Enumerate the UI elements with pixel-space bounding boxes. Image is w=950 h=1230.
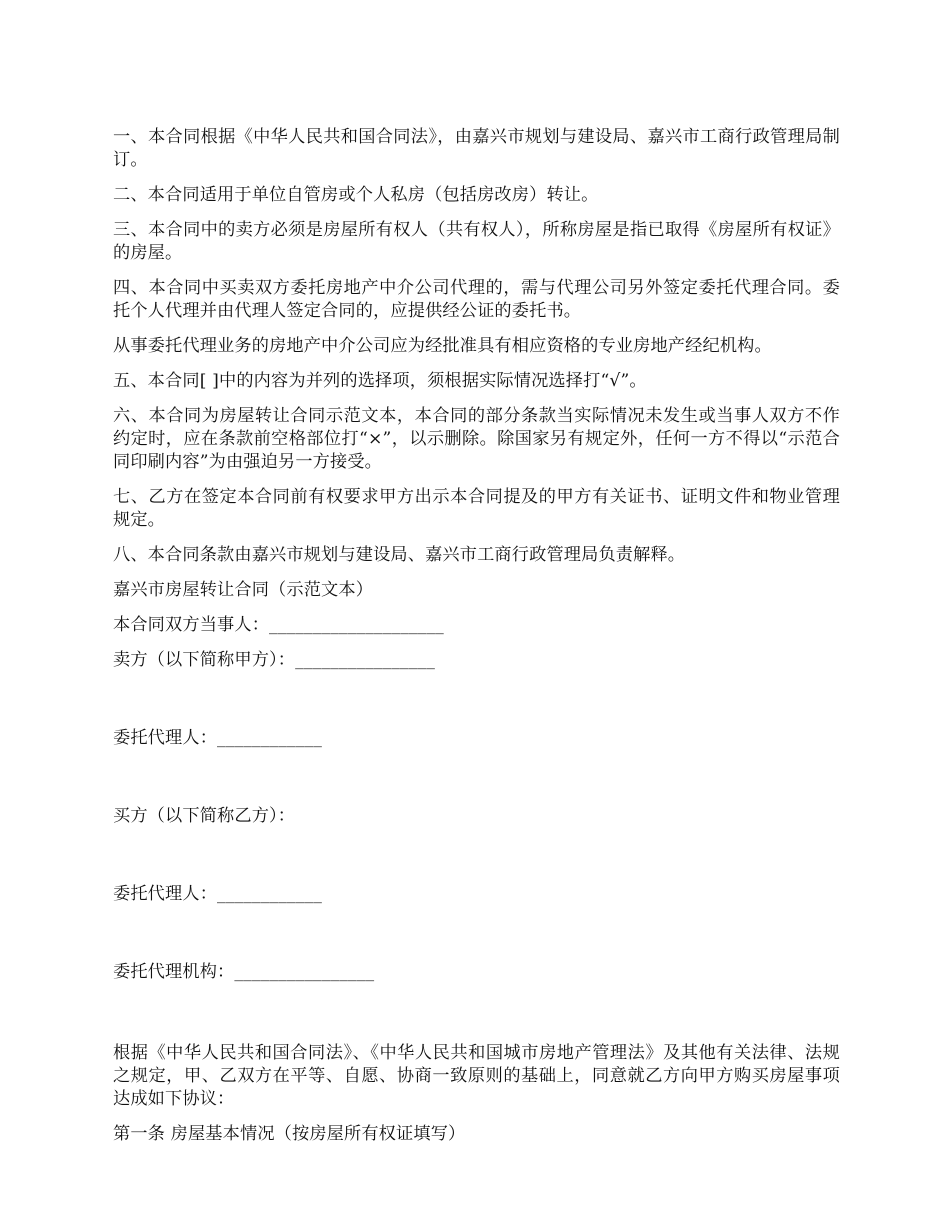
clause-4: 四、本合同中买卖双方委托房地产中介公司代理的，需与代理公司另外签定委托代理合同。委托个人代理并由代理人签定合同的，应提供经公证的委托书。 bbox=[113, 278, 840, 321]
clause-5: 五、本合同[ ]中的内容为并列的选择项，须根据实际情况选择打“√”。 bbox=[113, 371, 647, 391]
clause-3: 三、本合同中的卖方必须是房屋所有权人（共有权人），所称房屋是指已取得《房屋所有权证》的房屋。 bbox=[113, 220, 840, 263]
document-body bbox=[113, 126, 840, 1158]
article-1-heading: 第一条 房屋基本情况（按房屋所有权证填写） bbox=[113, 1124, 466, 1144]
buyer-field: 买方（以下简称乙方）： bbox=[113, 806, 296, 826]
agreement-preamble: 根据《中华人民共和国合同法》、《中华人民共和国城市房地产管理法》及其他有关法律、法规之规定，甲、乙双方在平等、自愿、协商一致原则的基础上，同意就乙方向甲方购买房屋事项达成如下协议： bbox=[113, 1043, 840, 1109]
parties-field: 本合同双方当事人：____________________ bbox=[113, 615, 444, 635]
seller-field: 卖方（以下简称甲方）：________________ bbox=[113, 650, 436, 670]
buyer-agent-field: 委托代理人：____________ bbox=[113, 884, 322, 904]
seller-agent-field: 委托代理人：____________ bbox=[113, 728, 322, 748]
clause-8: 八、本合同条款由嘉兴市规划与建设局、嘉兴市工商行政管理局负责解释。 bbox=[113, 545, 686, 565]
clause-2: 二、本合同适用于单位自管房或个人私房（包括房改房）转让。 bbox=[113, 185, 599, 205]
contract-title: 嘉兴市房屋转让合同（示范文本） bbox=[113, 580, 374, 600]
agency-field: 委托代理机构：________________ bbox=[113, 962, 375, 982]
clause-4-note: 从事委托代理业务的房地产中介公司应为经批准具有相应资格的专业房地产经纪机构。 bbox=[113, 336, 772, 356]
clause-1: 一、本合同根据《中华人民共和国合同法》，由嘉兴市规划与建设局、嘉兴市工商行政管理局制订。 bbox=[113, 127, 840, 170]
clause-6: 六、本合同为房屋转让合同示范文本，本合同的部分条款当实际情况未发生或当事人双方不作约定时，应在条款前空格部位打“×”，以示删除。除国家另有规定外，任何一方不得以“示范合同印刷内容”为由强迫另一方接受。 bbox=[113, 406, 840, 472]
clause-7: 七、乙方在签定本合同前有权要求甲方出示本合同提及的甲方有关证书、证明文件和物业管理规定。 bbox=[113, 487, 840, 530]
